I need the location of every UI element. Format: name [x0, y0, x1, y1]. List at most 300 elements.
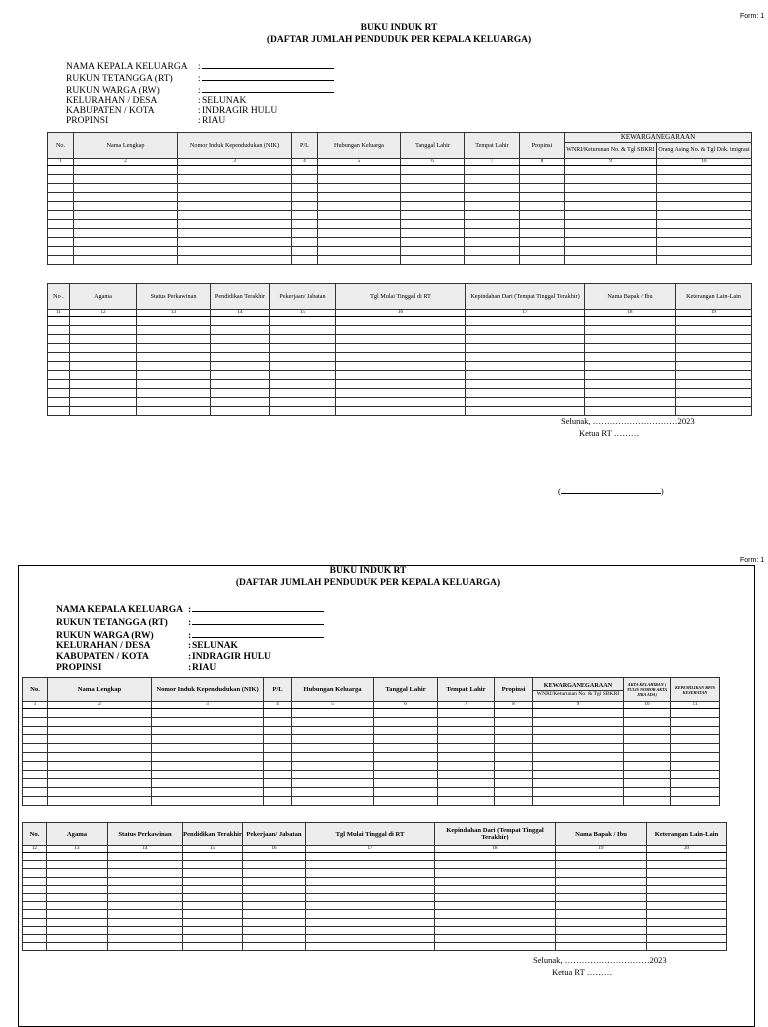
table-cell[interactable] — [671, 761, 720, 770]
table-cell[interactable] — [565, 256, 657, 265]
table-cell[interactable] — [152, 726, 264, 735]
table-cell[interactable] — [292, 166, 318, 175]
table-cell[interactable] — [520, 184, 565, 193]
table-cell[interactable] — [108, 893, 183, 901]
table-cell[interactable] — [183, 934, 243, 942]
table-cell[interactable] — [676, 407, 752, 416]
table-cell[interactable] — [70, 398, 137, 407]
table-cell[interactable] — [178, 247, 292, 256]
table-cell[interactable] — [585, 362, 676, 371]
table-cell[interactable] — [401, 238, 465, 247]
table-cell[interactable] — [624, 752, 671, 761]
table-cell[interactable] — [374, 779, 438, 788]
table-cell[interactable] — [137, 344, 211, 353]
table-cell[interactable] — [108, 926, 183, 934]
table-cell[interactable] — [671, 796, 720, 805]
table-cell[interactable] — [374, 788, 438, 797]
field-input-line[interactable] — [192, 616, 324, 625]
table-cell[interactable] — [438, 744, 495, 753]
table-cell[interactable] — [647, 902, 727, 910]
table-cell[interactable] — [435, 885, 556, 893]
table-cell[interactable] — [671, 788, 720, 797]
table-cell[interactable] — [74, 229, 178, 238]
table-cell[interactable] — [624, 726, 671, 735]
table-cell[interactable] — [306, 893, 435, 901]
table-cell[interactable] — [318, 256, 401, 265]
table-cell[interactable] — [292, 709, 374, 718]
table-cell[interactable] — [306, 943, 435, 951]
table-cell[interactable] — [74, 220, 178, 229]
table-cell[interactable] — [676, 353, 752, 362]
table-cell[interactable] — [264, 788, 292, 797]
table-cell[interactable] — [306, 926, 435, 934]
table-cell[interactable] — [48, 371, 70, 380]
table-cell[interactable] — [211, 335, 270, 344]
table-cell[interactable] — [374, 735, 438, 744]
table-cell[interactable] — [70, 362, 137, 371]
table-cell[interactable] — [438, 779, 495, 788]
table-cell[interactable] — [465, 202, 520, 211]
table-cell[interactable] — [336, 398, 466, 407]
table-cell[interactable] — [435, 918, 556, 926]
table-cell[interactable] — [647, 943, 727, 951]
table-cell[interactable] — [178, 238, 292, 247]
table-cell[interactable] — [435, 902, 556, 910]
table-cell[interactable] — [48, 709, 152, 718]
table-cell[interactable] — [671, 752, 720, 761]
table-cell[interactable] — [336, 344, 466, 353]
table-cell[interactable] — [374, 726, 438, 735]
table-cell[interactable] — [647, 910, 727, 918]
table-cell[interactable] — [657, 256, 752, 265]
table-cell[interactable] — [585, 407, 676, 416]
table-cell[interactable] — [243, 893, 306, 901]
table-cell[interactable] — [108, 943, 183, 951]
table-cell[interactable] — [657, 229, 752, 238]
table-cell[interactable] — [565, 211, 657, 220]
table-cell[interactable] — [374, 761, 438, 770]
table-cell[interactable] — [624, 709, 671, 718]
table-cell[interactable] — [465, 229, 520, 238]
table-cell[interactable] — [438, 726, 495, 735]
table-cell[interactable] — [671, 744, 720, 753]
table-cell[interactable] — [211, 380, 270, 389]
table-cell[interactable] — [178, 175, 292, 184]
table-cell[interactable] — [264, 744, 292, 753]
table-cell[interactable] — [565, 202, 657, 211]
table-cell[interactable] — [671, 726, 720, 735]
table-cell[interactable] — [108, 861, 183, 869]
table-cell[interactable] — [264, 770, 292, 779]
table-cell[interactable] — [270, 398, 336, 407]
table-cell[interactable] — [318, 193, 401, 202]
table-cell[interactable] — [137, 335, 211, 344]
table-cell[interactable] — [47, 902, 108, 910]
table-cell[interactable] — [292, 256, 318, 265]
table-cell[interactable] — [306, 869, 435, 877]
table-cell[interactable] — [264, 752, 292, 761]
table-cell[interactable] — [435, 934, 556, 942]
table-cell[interactable] — [23, 735, 48, 744]
table-cell[interactable] — [647, 869, 727, 877]
table-cell[interactable] — [438, 788, 495, 797]
table-cell[interactable] — [336, 371, 466, 380]
table-cell[interactable] — [466, 335, 585, 344]
table-cell[interactable] — [23, 770, 48, 779]
table-cell[interactable] — [243, 885, 306, 893]
table-cell[interactable] — [676, 335, 752, 344]
table-cell[interactable] — [23, 853, 47, 861]
table-cell[interactable] — [671, 717, 720, 726]
table-cell[interactable] — [74, 184, 178, 193]
table-cell[interactable] — [152, 761, 264, 770]
table-cell[interactable] — [556, 853, 647, 861]
table-cell[interactable] — [183, 926, 243, 934]
table-cell[interactable] — [74, 247, 178, 256]
table-cell[interactable] — [70, 380, 137, 389]
table-cell[interactable] — [657, 220, 752, 229]
table-cell[interactable] — [23, 752, 48, 761]
table-cell[interactable] — [401, 211, 465, 220]
table-cell[interactable] — [401, 229, 465, 238]
table-cell[interactable] — [137, 389, 211, 398]
table-cell[interactable] — [466, 407, 585, 416]
table-cell[interactable] — [435, 877, 556, 885]
table-cell[interactable] — [211, 371, 270, 380]
table-cell[interactable] — [70, 353, 137, 362]
table-cell[interactable] — [292, 726, 374, 735]
table-cell[interactable] — [48, 398, 70, 407]
table-cell[interactable] — [48, 353, 70, 362]
table-cell[interactable] — [48, 761, 152, 770]
table-cell[interactable] — [152, 709, 264, 718]
table-cell[interactable] — [556, 893, 647, 901]
table-cell[interactable] — [48, 326, 70, 335]
signature-blank[interactable] — [561, 487, 661, 494]
table-cell[interactable] — [270, 362, 336, 371]
table-cell[interactable] — [306, 885, 435, 893]
table-cell[interactable] — [671, 779, 720, 788]
table-cell[interactable] — [565, 229, 657, 238]
table-cell[interactable] — [48, 788, 152, 797]
table-cell[interactable] — [48, 362, 70, 371]
table-cell[interactable] — [270, 317, 336, 326]
table-cell[interactable] — [292, 175, 318, 184]
table-cell[interactable] — [465, 238, 520, 247]
table-cell[interactable] — [624, 770, 671, 779]
table-cell[interactable] — [318, 238, 401, 247]
table-cell[interactable] — [183, 877, 243, 885]
table-cell[interactable] — [23, 779, 48, 788]
table-cell[interactable] — [306, 853, 435, 861]
table-cell[interactable] — [137, 362, 211, 371]
table-cell[interactable] — [270, 344, 336, 353]
table-cell[interactable] — [243, 926, 306, 934]
table-cell[interactable] — [108, 902, 183, 910]
table-cell[interactable] — [520, 193, 565, 202]
table-cell[interactable] — [495, 770, 533, 779]
table-cell[interactable] — [47, 943, 108, 951]
table-cell[interactable] — [676, 362, 752, 371]
table-cell[interactable] — [152, 744, 264, 753]
table-cell[interactable] — [585, 398, 676, 407]
table-cell[interactable] — [292, 752, 374, 761]
table-cell[interactable] — [292, 761, 374, 770]
table-cell[interactable] — [624, 788, 671, 797]
table-cell[interactable] — [70, 407, 137, 416]
table-cell[interactable] — [520, 238, 565, 247]
table-cell[interactable] — [556, 902, 647, 910]
table-cell[interactable] — [520, 175, 565, 184]
table-cell[interactable] — [270, 371, 336, 380]
table-cell[interactable] — [336, 407, 466, 416]
table-cell[interactable] — [211, 344, 270, 353]
table-cell[interactable] — [533, 770, 624, 779]
table-cell[interactable] — [435, 910, 556, 918]
table-cell[interactable] — [292, 211, 318, 220]
table-cell[interactable] — [401, 166, 465, 175]
table-cell[interactable] — [183, 853, 243, 861]
table-cell[interactable] — [23, 910, 47, 918]
table-cell[interactable] — [318, 220, 401, 229]
table-cell[interactable] — [152, 717, 264, 726]
table-cell[interactable] — [137, 407, 211, 416]
table-cell[interactable] — [74, 211, 178, 220]
table-cell[interactable] — [23, 943, 47, 951]
table-cell[interactable] — [533, 779, 624, 788]
table-cell[interactable] — [137, 326, 211, 335]
table-cell[interactable] — [676, 398, 752, 407]
table-cell[interactable] — [23, 744, 48, 753]
table-cell[interactable] — [466, 371, 585, 380]
table-cell[interactable] — [243, 910, 306, 918]
table-cell[interactable] — [47, 934, 108, 942]
table-cell[interactable] — [108, 869, 183, 877]
table-cell[interactable] — [270, 389, 336, 398]
table-cell[interactable] — [292, 717, 374, 726]
table-cell[interactable] — [70, 344, 137, 353]
table-cell[interactable] — [292, 796, 374, 805]
table-cell[interactable] — [48, 344, 70, 353]
table-cell[interactable] — [48, 407, 70, 416]
table-cell[interactable] — [435, 869, 556, 877]
table-cell[interactable] — [585, 380, 676, 389]
table-cell[interactable] — [401, 184, 465, 193]
table-cell[interactable] — [306, 861, 435, 869]
table-cell[interactable] — [48, 166, 74, 175]
field-input-line[interactable] — [202, 72, 334, 81]
table-cell[interactable] — [178, 184, 292, 193]
table-cell[interactable] — [211, 389, 270, 398]
table-cell[interactable] — [48, 335, 70, 344]
table-cell[interactable] — [466, 317, 585, 326]
table-cell[interactable] — [438, 752, 495, 761]
table-cell[interactable] — [438, 735, 495, 744]
table-cell[interactable] — [243, 861, 306, 869]
table-cell[interactable] — [585, 353, 676, 362]
table-cell[interactable] — [556, 934, 647, 942]
field-input-line[interactable] — [202, 60, 334, 69]
table-cell[interactable] — [533, 709, 624, 718]
table-cell[interactable] — [676, 326, 752, 335]
table-cell[interactable] — [152, 752, 264, 761]
table-cell[interactable] — [647, 893, 727, 901]
table-cell[interactable] — [676, 380, 752, 389]
table-cell[interactable] — [533, 796, 624, 805]
table-cell[interactable] — [401, 202, 465, 211]
table-cell[interactable] — [565, 238, 657, 247]
table-cell[interactable] — [183, 893, 243, 901]
table-cell[interactable] — [585, 326, 676, 335]
table-cell[interactable] — [671, 735, 720, 744]
table-cell[interactable] — [47, 893, 108, 901]
table-cell[interactable] — [178, 211, 292, 220]
table-cell[interactable] — [270, 380, 336, 389]
table-cell[interactable] — [152, 735, 264, 744]
table-cell[interactable] — [74, 202, 178, 211]
table-cell[interactable] — [556, 943, 647, 951]
table-cell[interactable] — [318, 247, 401, 256]
table-cell[interactable] — [70, 317, 137, 326]
field-input-line[interactable] — [192, 603, 324, 612]
table-cell[interactable] — [533, 717, 624, 726]
table-cell[interactable] — [23, 885, 47, 893]
table-cell[interactable] — [23, 902, 47, 910]
table-cell[interactable] — [657, 238, 752, 247]
table-cell[interactable] — [211, 362, 270, 371]
table-cell[interactable] — [556, 885, 647, 893]
table-cell[interactable] — [264, 717, 292, 726]
table-cell[interactable] — [292, 220, 318, 229]
table-cell[interactable] — [624, 717, 671, 726]
field-input-line[interactable] — [192, 629, 324, 638]
table-cell[interactable] — [270, 326, 336, 335]
table-cell[interactable] — [264, 709, 292, 718]
table-cell[interactable] — [401, 175, 465, 184]
table-cell[interactable] — [520, 220, 565, 229]
table-cell[interactable] — [438, 717, 495, 726]
table-cell[interactable] — [374, 796, 438, 805]
table-cell[interactable] — [336, 335, 466, 344]
table-cell[interactable] — [137, 317, 211, 326]
table-cell[interactable] — [647, 877, 727, 885]
table-cell[interactable] — [676, 344, 752, 353]
table-cell[interactable] — [318, 229, 401, 238]
table-cell[interactable] — [23, 893, 47, 901]
table-cell[interactable] — [306, 918, 435, 926]
table-cell[interactable] — [533, 761, 624, 770]
table-cell[interactable] — [533, 726, 624, 735]
table-cell[interactable] — [264, 726, 292, 735]
table-cell[interactable] — [401, 247, 465, 256]
table-cell[interactable] — [466, 353, 585, 362]
table-cell[interactable] — [74, 166, 178, 175]
table-cell[interactable] — [556, 926, 647, 934]
table-cell[interactable] — [47, 853, 108, 861]
table-cell[interactable] — [306, 910, 435, 918]
table-cell[interactable] — [292, 770, 374, 779]
table-cell[interactable] — [211, 407, 270, 416]
table-cell[interactable] — [520, 247, 565, 256]
table-cell[interactable] — [465, 247, 520, 256]
table-cell[interactable] — [108, 877, 183, 885]
table-cell[interactable] — [292, 238, 318, 247]
table-cell[interactable] — [647, 926, 727, 934]
table-cell[interactable] — [48, 735, 152, 744]
table-cell[interactable] — [657, 202, 752, 211]
table-cell[interactable] — [48, 202, 74, 211]
table-cell[interactable] — [647, 885, 727, 893]
table-cell[interactable] — [438, 796, 495, 805]
table-cell[interactable] — [435, 926, 556, 934]
table-cell[interactable] — [48, 256, 74, 265]
table-cell[interactable] — [336, 353, 466, 362]
table-cell[interactable] — [495, 779, 533, 788]
table-cell[interactable] — [465, 193, 520, 202]
table-cell[interactable] — [520, 211, 565, 220]
table-cell[interactable] — [23, 796, 48, 805]
table-cell[interactable] — [48, 238, 74, 247]
table-cell[interactable] — [466, 326, 585, 335]
table-cell[interactable] — [48, 220, 74, 229]
table-cell[interactable] — [466, 389, 585, 398]
table-cell[interactable] — [243, 934, 306, 942]
table-cell[interactable] — [657, 193, 752, 202]
table-cell[interactable] — [435, 943, 556, 951]
table-cell[interactable] — [657, 211, 752, 220]
table-cell[interactable] — [47, 877, 108, 885]
table-cell[interactable] — [465, 184, 520, 193]
table-cell[interactable] — [585, 317, 676, 326]
table-cell[interactable] — [292, 202, 318, 211]
table-cell[interactable] — [438, 761, 495, 770]
table-cell[interactable] — [243, 902, 306, 910]
table-cell[interactable] — [624, 735, 671, 744]
table-cell[interactable] — [48, 752, 152, 761]
table-cell[interactable] — [23, 877, 47, 885]
table-cell[interactable] — [465, 175, 520, 184]
table-cell[interactable] — [292, 788, 374, 797]
table-cell[interactable] — [243, 943, 306, 951]
table-cell[interactable] — [565, 247, 657, 256]
table-cell[interactable] — [585, 389, 676, 398]
table-cell[interactable] — [565, 175, 657, 184]
table-cell[interactable] — [23, 717, 48, 726]
table-cell[interactable] — [466, 344, 585, 353]
table-cell[interactable] — [495, 744, 533, 753]
table-cell[interactable] — [556, 877, 647, 885]
table-cell[interactable] — [438, 709, 495, 718]
table-cell[interactable] — [243, 869, 306, 877]
table-cell[interactable] — [466, 380, 585, 389]
table-cell[interactable] — [495, 788, 533, 797]
table-cell[interactable] — [671, 770, 720, 779]
table-cell[interactable] — [318, 184, 401, 193]
table-cell[interactable] — [47, 926, 108, 934]
table-cell[interactable] — [495, 717, 533, 726]
table-cell[interactable] — [48, 380, 70, 389]
table-cell[interactable] — [183, 885, 243, 893]
table-cell[interactable] — [70, 335, 137, 344]
table-cell[interactable] — [533, 744, 624, 753]
table-cell[interactable] — [264, 779, 292, 788]
table-cell[interactable] — [48, 796, 152, 805]
table-cell[interactable] — [292, 184, 318, 193]
table-cell[interactable] — [336, 326, 466, 335]
table-cell[interactable] — [292, 735, 374, 744]
table-cell[interactable] — [47, 910, 108, 918]
table-cell[interactable] — [137, 371, 211, 380]
